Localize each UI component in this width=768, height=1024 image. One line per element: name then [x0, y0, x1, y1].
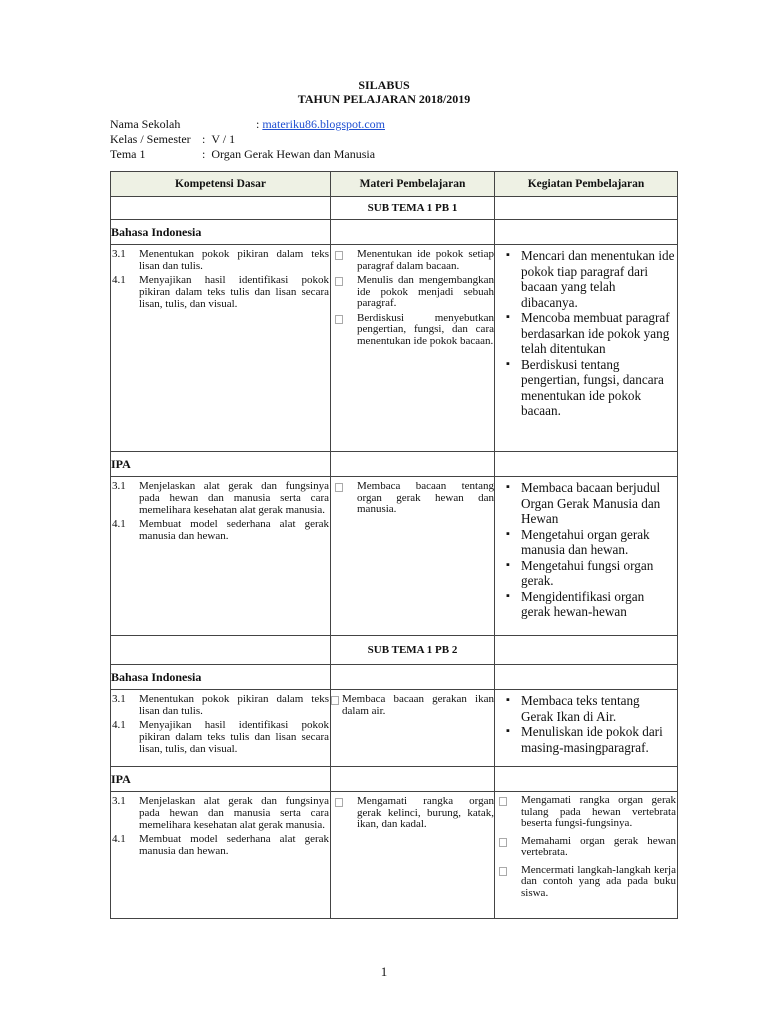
table-row: [111, 792, 678, 919]
header-kompetensi: Kompetensi Dasar: [111, 172, 331, 197]
checkbox-glyph-icon: [335, 798, 343, 807]
list-item: ▪ Membaca bacaan berjudul Organ Gerak Manusia dan Hewan: [495, 480, 677, 527]
document-subtitle: TAHUN PELAJARAN 2018/2019: [297, 92, 471, 106]
list-item: Memahami organ gerak hewan vertebrata.: [495, 836, 677, 859]
kd-cell: [111, 477, 331, 636]
kd-item: 4.1 Menyajikan hasil identifikasi pokok pikiran dalam teks tulis dan lisan secara lisan, tulis, dan visual.: [112, 719, 329, 755]
materi-cell: [331, 792, 495, 919]
class-label: Kelas / Semester: [110, 132, 191, 146]
list-item: Mengamati rangka organ gerak tulang pada hewan vertebrata beserta fungsi-fungsinya.: [495, 795, 677, 830]
bullet-icon: ▪: [506, 527, 510, 540]
checkbox-glyph-icon: [499, 838, 507, 847]
materi-cell: [331, 477, 495, 636]
bullet-icon: ▪: [506, 481, 510, 493]
list-item: Berdiskusi menyebutkan pengertian, fungsi, dan cara menentukan ide pokok bacaan.: [331, 313, 494, 348]
bullet-icon: ▪: [506, 725, 510, 737]
header-kegiatan: Kegiatan Pembelajaran: [495, 172, 678, 197]
list-item: Membaca bacaan tentang organ gerak hewan dan manusia.: [331, 481, 494, 516]
list-item: ▪ Berdiskusi tentang pengertian, fungsi, dancara menentukan ide pokok bacaan.: [495, 357, 677, 419]
school-info: [110, 117, 385, 162]
syllabus-table: [110, 171, 678, 919]
school-sep: :: [256, 117, 260, 131]
table-row: [111, 245, 678, 452]
school-row: [110, 117, 385, 132]
list-item: Menulis dan mengembangkan ide pokok menjadi sebuah paragraf.: [331, 275, 494, 310]
subject-label: Bahasa Indonesia: [111, 220, 331, 245]
bullet-icon: ▪: [506, 249, 510, 261]
kd-cell: [111, 690, 331, 767]
table-row: [111, 690, 678, 767]
kd-item: 4.1 Membuat model sederhana alat gerak manusia dan hewan.: [112, 518, 329, 542]
table-header-row: [111, 172, 678, 197]
subject-row: [111, 665, 678, 690]
kd-item: 3.1 Menentukan pokok pikiran dalam teks lisan dan tulis.: [112, 248, 329, 272]
kegiatan-cell: [495, 477, 678, 636]
subject-label: IPA: [111, 767, 331, 792]
kd-cell: [111, 245, 331, 452]
list-item: ▪ Mengetahui organ gerak manusia dan hewan.: [495, 527, 677, 558]
subtema-label: SUB TEMA 1 PB 2: [331, 636, 495, 665]
materi-cell: [331, 245, 495, 452]
theme-label: Tema 1: [110, 147, 146, 161]
kd-item: 4.1 Membuat model sederhana alat gerak manusia dan hewan.: [112, 833, 329, 857]
kegiatan-cell: [495, 792, 678, 919]
checkbox-glyph-icon: [335, 277, 343, 286]
checkbox-glyph-icon: [331, 696, 339, 705]
list-item: ▪ Menuliskan ide pokok dari masing-masingparagraf.: [495, 724, 677, 755]
materi-cell: [331, 690, 495, 767]
list-item: ▪ Mengetahui fungsi organ gerak.: [495, 558, 677, 589]
class-sep: :: [202, 132, 206, 146]
bullet-icon: ▪: [506, 694, 510, 706]
list-item: Membaca bacaan gerakan ikan dalam air.: [331, 694, 494, 717]
kd-item: 3.1 Menjelaskan alat gerak dan fungsinya pada hewan dan manusia serta cara memelihara kesehatan alat gerak manusia.: [112, 480, 329, 516]
kegiatan-cell: [495, 690, 678, 767]
checkbox-glyph-icon: [335, 315, 343, 324]
checkbox-glyph-icon: [335, 251, 343, 260]
subject-row: [111, 220, 678, 245]
subject-label: Bahasa Indonesia: [111, 665, 331, 690]
subject-row: [111, 767, 678, 792]
bullet-icon: ▪: [506, 589, 510, 602]
kd-item: 3.1 Menjelaskan alat gerak dan fungsinya pada hewan dan manusia serta cara memelihara kesehatan alat gerak manusia.: [112, 795, 329, 831]
school-link[interactable]: materiku86.blogspot.com: [262, 117, 385, 131]
class-row: [110, 132, 385, 147]
page-number: 1: [380, 964, 388, 979]
kd-cell: [111, 792, 331, 919]
list-item: ▪ Mencari dan menentukan ide pokok tiap paragraf dari bacaan yang telah dibacanya.: [495, 248, 677, 310]
list-item: ▪ Mengidentifikasi organ gerak hewan-hewan: [495, 589, 677, 620]
kegiatan-cell: [495, 245, 678, 452]
document-title: SILABUS: [358, 78, 410, 92]
subject-label: IPA: [111, 452, 331, 477]
school-label: Nama Sekolah: [110, 117, 181, 131]
list-item: Menentukan ide pokok setiap paragraf dalam bacaan.: [331, 249, 494, 272]
checkbox-glyph-icon: [335, 483, 343, 492]
bullet-icon: ▪: [506, 311, 510, 323]
subtema-row: [111, 197, 678, 220]
table-row: [111, 477, 678, 636]
bullet-icon: ▪: [506, 357, 510, 370]
kd-item: 3.1 Menentukan pokok pikiran dalam teks lisan dan tulis.: [112, 693, 329, 717]
subtema-label: SUB TEMA 1 PB 1: [331, 197, 495, 220]
kd-item: 4.1 Menyajikan hasil identifikasi pokok pikiran dalam teks tulis dan lisan secara lisan, tulis, dan visual.: [112, 274, 329, 310]
subject-row: [111, 452, 678, 477]
list-item: Mencermati langkah-langkah kerja dan contoh yang ada pada buku siswa.: [495, 865, 677, 900]
list-item: ▪ Mencoba membuat paragraf berdasarkan ide pokok yang telah ditentukan: [495, 310, 677, 357]
theme-row: [110, 147, 385, 162]
header-materi: Materi Pembelajaran: [331, 172, 495, 197]
theme-sep: :: [202, 147, 206, 161]
bullet-icon: ▪: [506, 558, 510, 571]
list-item: Mengamati rangka organ gerak kelinci, burung, katak, ikan, dan kadal.: [331, 796, 494, 831]
list-item: ▪ Membaca teks tentang Gerak Ikan di Air.: [495, 693, 677, 724]
checkbox-glyph-icon: [499, 867, 507, 876]
theme-value: Organ Gerak Hewan dan Manusia: [211, 147, 376, 161]
subtema-row: [111, 636, 678, 665]
checkbox-glyph-icon: [499, 797, 507, 806]
class-value: V / 1: [211, 132, 236, 146]
